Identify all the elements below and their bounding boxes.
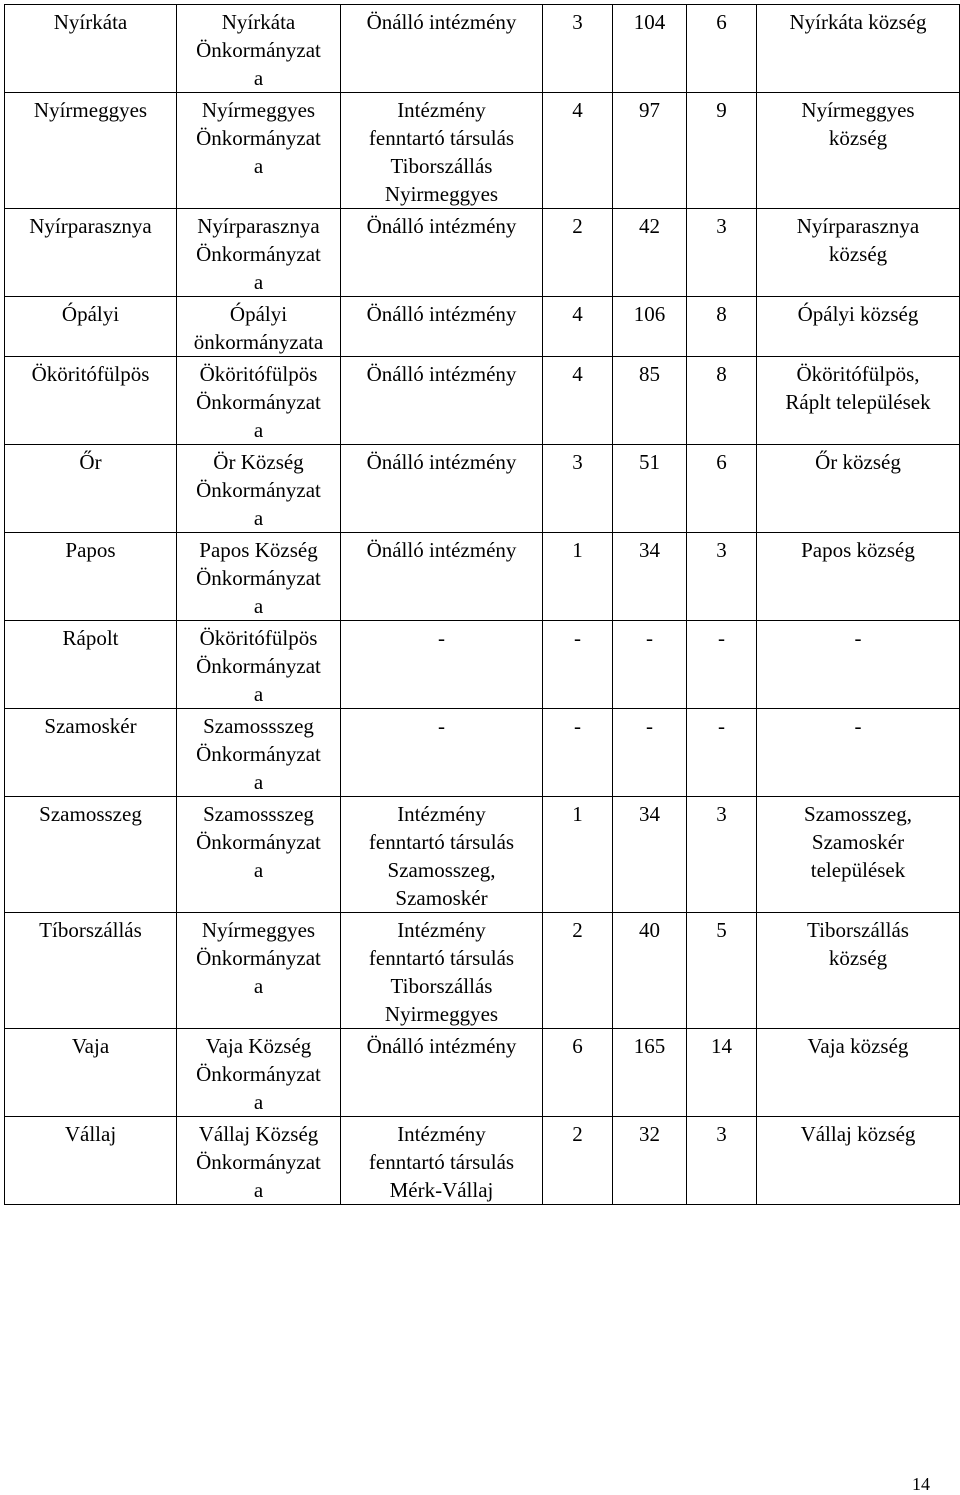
count-cell-3: - (687, 621, 757, 709)
institution-cell (341, 1029, 543, 1117)
area-cell (757, 913, 960, 1029)
institution-cell-line: - (438, 626, 445, 650)
settlement-cell: Tíborszállás (5, 913, 177, 1029)
authority-cell (177, 297, 341, 357)
count-cell-3: 14 (687, 1029, 757, 1117)
count-cell-1: 2 (543, 913, 613, 1029)
authority-cell (177, 445, 341, 533)
institution-cell-line: fenntartó társulás (368, 946, 515, 970)
settlement-cell: Nyírkáta (5, 5, 177, 93)
authority-cell-line: Önkormányzat (196, 38, 321, 62)
count-cell-1: 2 (543, 1117, 613, 1205)
area-cell (757, 445, 960, 533)
authority-cell-line: Önkormányzat (196, 742, 321, 766)
institution-table (4, 4, 960, 1205)
institution-cell-line: Intézmény (397, 1122, 486, 1146)
institution-cell (341, 297, 543, 357)
institution-cell-line: Önálló intézmény (366, 1034, 517, 1058)
institution-cell (341, 445, 543, 533)
count-cell-1: 1 (543, 797, 613, 913)
authority-cell-line: Önkormányzat (196, 390, 321, 414)
table-row (5, 709, 960, 797)
institution-cell-line: Tiborszállás (390, 154, 493, 178)
table-row (5, 209, 960, 297)
authority-cell-line: Ököritófülpös (199, 362, 318, 386)
institution-cell-line: fenntartó társulás (368, 830, 515, 854)
authority-cell-line: a (253, 270, 264, 294)
authority-cell-line: Szamossszeg (203, 714, 314, 738)
authority-cell (177, 1117, 341, 1205)
institution-cell (341, 93, 543, 209)
count-cell-3: 3 (687, 209, 757, 297)
count-cell-3: 6 (687, 445, 757, 533)
count-cell-1: 3 (543, 445, 613, 533)
institution-cell (341, 1117, 543, 1205)
area-cell-line: - (854, 714, 862, 738)
area-cell-line: község (828, 242, 888, 266)
area-cell-line: község (828, 126, 888, 150)
institution-cell-line: - (438, 714, 445, 738)
authority-cell-line: Nyírmeggyes (201, 98, 316, 122)
institution-cell-line: Nyirmeggyes (384, 1002, 499, 1026)
authority-cell-line: a (253, 66, 264, 90)
authority-cell-line: a (253, 682, 264, 706)
authority-cell-line: Nyírmeggyes (201, 918, 316, 942)
institution-cell-line: fenntartó társulás (368, 126, 515, 150)
institution-cell-line: Önálló intézmény (366, 450, 517, 474)
count-cell-1: 6 (543, 1029, 613, 1117)
area-cell-line: Szamosszeg, (804, 802, 912, 826)
count-cell-2: - (613, 709, 687, 797)
count-cell-3: 8 (687, 357, 757, 445)
authority-cell-line: a (253, 770, 264, 794)
institution-cell-line: Intézmény (397, 802, 486, 826)
institution-cell (341, 913, 543, 1029)
table-row (5, 621, 960, 709)
area-cell-line: Ópályi község (797, 302, 919, 326)
authority-cell-line: a (253, 418, 264, 442)
settlement-cell: Papos (5, 533, 177, 621)
table-row (5, 5, 960, 93)
area-cell-line: Őr község (815, 450, 901, 474)
authority-cell (177, 209, 341, 297)
institution-cell (341, 533, 543, 621)
area-cell (757, 297, 960, 357)
area-cell (757, 533, 960, 621)
count-cell-1: - (543, 709, 613, 797)
count-cell-2: 51 (613, 445, 687, 533)
authority-cell-line: Szamossszeg (203, 802, 314, 826)
authority-cell-line: Önkormányzat (196, 830, 321, 854)
authority-cell-line: Vaja Község (205, 1034, 312, 1058)
count-cell-2: 165 (613, 1029, 687, 1117)
institution-cell-line: Önálló intézmény (366, 362, 517, 386)
area-cell-line: Ráplt települések (785, 390, 931, 414)
authority-cell-line: Önkormányzat (196, 126, 321, 150)
authority-cell (177, 5, 341, 93)
authority-cell-line: Önkormányzat (196, 566, 321, 590)
area-cell-line: község (828, 946, 888, 970)
count-cell-3: - (687, 709, 757, 797)
institution-cell-line: fenntartó társulás (368, 1150, 515, 1174)
authority-cell (177, 93, 341, 209)
institution-cell-line: Önálló intézmény (366, 10, 517, 34)
authority-cell (177, 621, 341, 709)
count-cell-2: 97 (613, 93, 687, 209)
count-cell-2: 40 (613, 913, 687, 1029)
authority-cell-line: a (253, 594, 264, 618)
area-cell (757, 1029, 960, 1117)
institution-cell-line: Önálló intézmény (366, 214, 517, 238)
authority-cell-line: Ópályi (229, 302, 288, 326)
area-cell (757, 797, 960, 913)
institution-cell-line: Intézmény (397, 98, 486, 122)
area-cell-line: Tiborszállás (807, 918, 909, 942)
authority-cell-line: Önkormányzat (196, 242, 321, 266)
authority-cell (177, 797, 341, 913)
area-cell-line: Vállaj község (800, 1122, 916, 1146)
count-cell-2: 42 (613, 209, 687, 297)
settlement-cell: Ópályi (5, 297, 177, 357)
institution-cell-line: Önálló intézmény (366, 538, 517, 562)
institution-cell-line: Nyirmeggyes (384, 182, 499, 206)
settlement-cell: Ököritófülpös (5, 357, 177, 445)
count-cell-3: 5 (687, 913, 757, 1029)
authority-cell-line: Nyírparasznya (197, 214, 320, 238)
count-cell-2: 34 (613, 533, 687, 621)
count-cell-1: 4 (543, 297, 613, 357)
table-row (5, 1029, 960, 1117)
area-cell-line: települések (810, 858, 906, 882)
count-cell-3: 3 (687, 797, 757, 913)
area-cell (757, 1117, 960, 1205)
authority-cell-line: a (253, 506, 264, 530)
count-cell-2: 32 (613, 1117, 687, 1205)
institution-cell-line: Önálló intézmény (366, 302, 517, 326)
area-cell-line: Papos község (801, 538, 915, 562)
institution-cell-line: Szamoskér (395, 886, 488, 910)
count-cell-1: 3 (543, 5, 613, 93)
settlement-cell: Nyírparasznya (5, 209, 177, 297)
count-cell-2: 85 (613, 357, 687, 445)
table-row (5, 445, 960, 533)
authority-cell-line: Önkormányzat (196, 478, 321, 502)
authority-cell-line: Papos Község (199, 538, 318, 562)
authority-cell (177, 913, 341, 1029)
area-cell (757, 709, 960, 797)
count-cell-3: 9 (687, 93, 757, 209)
count-cell-1: 4 (543, 357, 613, 445)
authority-cell-line: Önkormányzat (196, 946, 321, 970)
authority-cell-line: a (253, 1178, 264, 1202)
count-cell-3: 3 (687, 1117, 757, 1205)
table-row (5, 533, 960, 621)
settlement-cell: Rápolt (5, 621, 177, 709)
authority-cell (177, 709, 341, 797)
area-cell-line: Szamoskér (811, 830, 905, 854)
count-cell-1: 4 (543, 93, 613, 209)
area-cell-line: Vaja község (807, 1034, 909, 1058)
authority-cell (177, 357, 341, 445)
area-cell-line: Nyírkáta község (789, 10, 927, 34)
page-number: 14 (912, 1474, 930, 1494)
authority-cell-line: a (253, 858, 264, 882)
institution-cell-line: Szamosszeg, (387, 858, 496, 882)
settlement-cell: Vaja (5, 1029, 177, 1117)
institution-cell (341, 5, 543, 93)
authority-cell (177, 533, 341, 621)
table-row (5, 297, 960, 357)
area-cell-line: Nyírmeggyes (801, 98, 915, 122)
authority-cell-line: Ököritófülpös (199, 626, 318, 650)
area-cell-line: Nyírparasznya (796, 214, 920, 238)
authority-cell-line: önkormányzata (193, 330, 324, 354)
table-row (5, 797, 960, 913)
table-body (5, 5, 960, 1205)
count-cell-3: 8 (687, 297, 757, 357)
table-row (5, 357, 960, 445)
institution-cell (341, 709, 543, 797)
count-cell-1: - (543, 621, 613, 709)
authority-cell-line: Vállaj Község (198, 1122, 319, 1146)
table-row (5, 93, 960, 209)
institution-cell (341, 357, 543, 445)
table-row (5, 1117, 960, 1205)
authority-cell-line: Ör Község (213, 450, 304, 474)
settlement-cell: Szamoskér (5, 709, 177, 797)
authority-cell (177, 1029, 341, 1117)
area-cell (757, 93, 960, 209)
count-cell-2: - (613, 621, 687, 709)
settlement-cell: Vállaj (5, 1117, 177, 1205)
area-cell (757, 5, 960, 93)
count-cell-3: 6 (687, 5, 757, 93)
authority-cell-line: Önkormányzat (196, 1150, 321, 1174)
count-cell-2: 106 (613, 297, 687, 357)
institution-cell (341, 209, 543, 297)
area-cell-line: - (854, 626, 862, 650)
institution-cell (341, 797, 543, 913)
authority-cell-line: Nyírkáta (221, 10, 296, 34)
count-cell-1: 1 (543, 533, 613, 621)
count-cell-1: 2 (543, 209, 613, 297)
count-cell-3: 3 (687, 533, 757, 621)
area-cell (757, 621, 960, 709)
count-cell-2: 34 (613, 797, 687, 913)
settlement-cell: Nyírmeggyes (5, 93, 177, 209)
institution-cell-line: Tiborszállás (390, 974, 493, 998)
count-cell-2: 104 (613, 5, 687, 93)
area-cell (757, 209, 960, 297)
settlement-cell: Őr (5, 445, 177, 533)
authority-cell-line: a (253, 1090, 264, 1114)
authority-cell-line: Önkormányzat (196, 1062, 321, 1086)
institution-cell-line: Intézmény (397, 918, 486, 942)
table-row (5, 913, 960, 1029)
area-cell-line: Ököritófülpös, (796, 362, 920, 386)
settlement-cell: Szamosszeg (5, 797, 177, 913)
authority-cell-line: a (253, 974, 264, 998)
institution-cell (341, 621, 543, 709)
authority-cell-line: Önkormányzat (196, 654, 321, 678)
area-cell (757, 357, 960, 445)
authority-cell-line: a (253, 154, 264, 178)
institution-cell-line: Mérk-Vállaj (389, 1178, 494, 1202)
